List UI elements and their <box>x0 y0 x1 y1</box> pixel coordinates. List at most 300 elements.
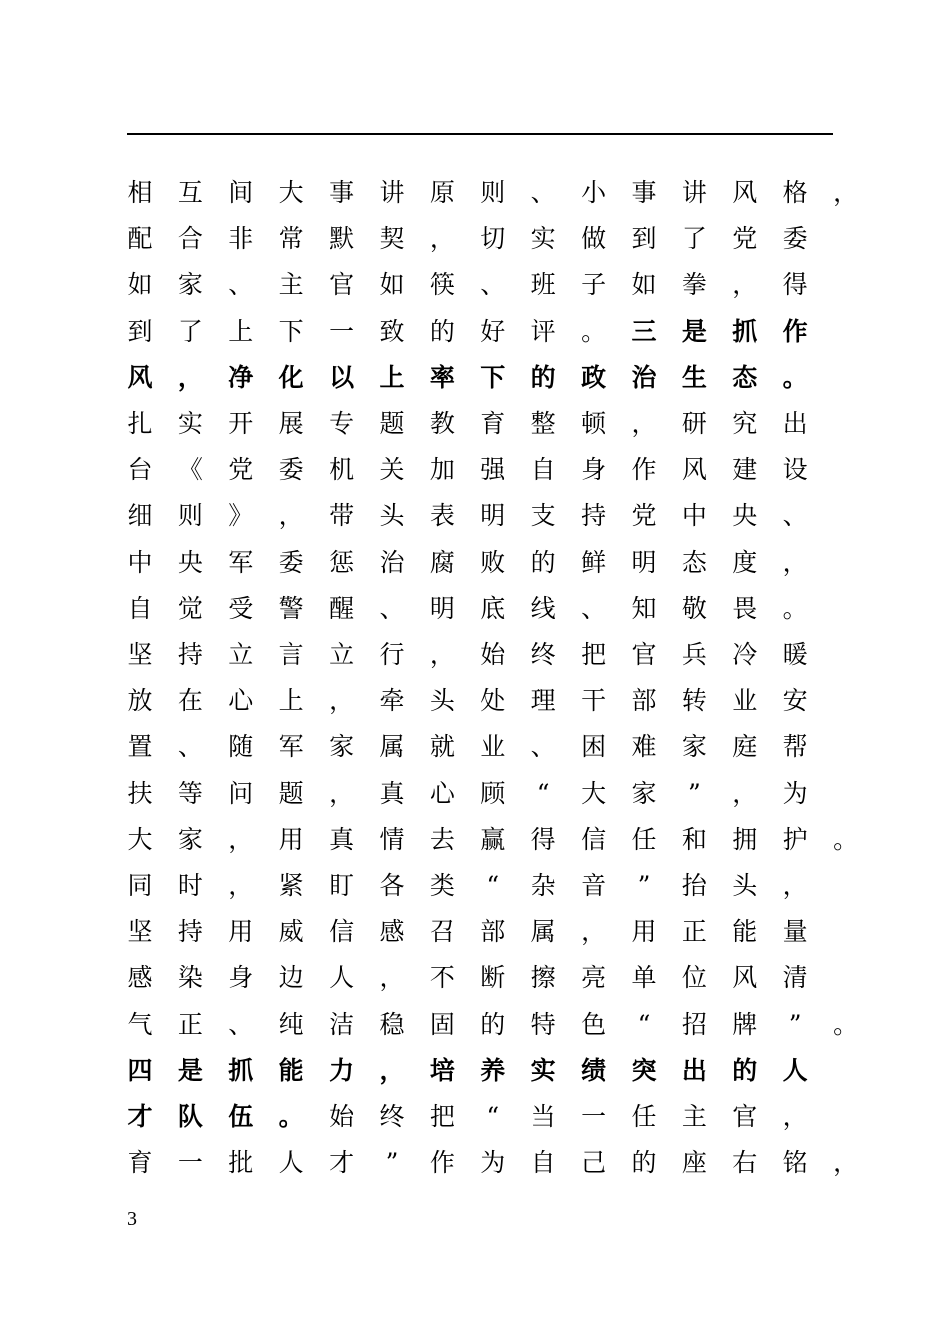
text-char: 兵 <box>681 640 707 669</box>
text-char: 去 <box>429 824 455 854</box>
text-char: 度 <box>732 547 758 577</box>
text-line <box>0 678 950 724</box>
text-char: 家 <box>177 824 203 854</box>
text-char: 自 <box>127 593 153 623</box>
text-char: 态 <box>681 547 707 577</box>
text-char: 安 <box>782 686 808 716</box>
text-char: 己 <box>581 1148 607 1178</box>
text-char: 中 <box>127 547 153 577</box>
text-char: 真 <box>379 778 405 808</box>
text-char: 腐 <box>429 547 455 577</box>
text-char: 稳 <box>379 1009 405 1039</box>
text-char: 能 <box>278 1055 304 1085</box>
text-char: 放 <box>127 686 153 716</box>
text-char: 生 <box>681 362 707 392</box>
text-char: ， <box>732 270 758 300</box>
text-char: 和 <box>681 824 707 854</box>
text-char: 的 <box>732 1055 758 1085</box>
text-char: 讲 <box>379 178 405 207</box>
text-char: 用 <box>228 917 254 947</box>
text-char: 大 <box>127 824 153 854</box>
text-char: 党 <box>631 501 657 531</box>
text-char: 同 <box>127 871 153 900</box>
text-line <box>0 309 950 355</box>
text-char: 清 <box>782 963 808 993</box>
text-char: 实 <box>530 1055 556 1085</box>
text-char: 就 <box>429 732 455 762</box>
text-char: 化 <box>278 362 304 392</box>
text-char: 常 <box>278 224 304 254</box>
text-char: 军 <box>228 547 254 577</box>
text-char: 作 <box>429 1148 455 1178</box>
text-char: 如 <box>127 270 153 300</box>
text-char: 单 <box>631 963 657 993</box>
text-char: ， <box>782 547 808 577</box>
text-char: 、 <box>530 178 556 207</box>
text-char: 牵 <box>379 686 405 716</box>
text-char: ， <box>732 778 758 808</box>
text-char: 当 <box>530 1102 556 1131</box>
text-char: 设 <box>782 455 808 485</box>
text-char: ， <box>177 362 203 392</box>
text-char: 抬 <box>681 871 707 900</box>
text-char: 牌 <box>732 1009 758 1039</box>
text-char: 警 <box>278 593 304 623</box>
text-char: 究 <box>732 409 758 438</box>
text-char: 央 <box>177 547 203 577</box>
text-char: 感 <box>379 917 405 947</box>
text-char: 机 <box>329 455 355 485</box>
text-char: 敬 <box>681 593 707 623</box>
text-char: 持 <box>581 501 607 531</box>
text-char: 一 <box>177 1148 203 1178</box>
text-char: 的 <box>429 316 455 346</box>
text-char: 线 <box>530 593 556 623</box>
text-char: 心 <box>228 686 254 716</box>
text-char: ， <box>782 871 808 900</box>
text-char: 。 <box>581 316 607 346</box>
text-char: 做 <box>581 224 607 254</box>
text-char: 筷 <box>429 270 455 300</box>
text-char: 持 <box>177 917 203 947</box>
text-char: 支 <box>530 501 556 531</box>
text-char: “ <box>486 1102 500 1131</box>
text-char: 四 <box>127 1055 153 1085</box>
text-char: 治 <box>631 362 657 392</box>
text-char: 题 <box>379 409 405 438</box>
page-number: 3 <box>127 1208 137 1230</box>
text-char: 始 <box>329 1102 355 1131</box>
text-char: 心 <box>429 778 455 808</box>
text-char: 军 <box>278 732 304 762</box>
text-char: 专 <box>329 409 355 438</box>
text-char: 实 <box>530 224 556 254</box>
text-char: 风 <box>681 455 707 485</box>
text-char: ” <box>385 1148 399 1178</box>
text-char: 把 <box>581 640 607 669</box>
text-char: 家 <box>177 270 203 300</box>
text-char: 央 <box>732 501 758 531</box>
text-char: 鲜 <box>581 547 607 577</box>
text-line <box>0 401 950 447</box>
text-line <box>0 1002 950 1048</box>
text-char: 扎 <box>127 409 153 438</box>
text-char: 关 <box>379 455 405 485</box>
text-char: 知 <box>631 593 657 623</box>
text-char: 洁 <box>329 1009 355 1039</box>
text-char: 得 <box>530 824 556 854</box>
text-char: 班 <box>530 270 556 300</box>
text-line <box>0 909 950 955</box>
text-char: 部 <box>480 917 506 947</box>
text-char: 强 <box>480 455 506 485</box>
text-char: 一 <box>581 1102 607 1131</box>
text-char: 醒 <box>329 593 355 623</box>
text-char: 随 <box>228 732 254 762</box>
text-char: 则 <box>480 178 506 207</box>
text-char: 右 <box>732 1148 758 1178</box>
text-char: 出 <box>681 1055 707 1085</box>
text-char: 行 <box>379 640 405 669</box>
text-char: 风 <box>732 178 758 207</box>
text-char: ， <box>631 409 657 438</box>
text-char: 立 <box>329 640 355 669</box>
text-char: “ <box>637 1009 651 1039</box>
text-char: ， <box>379 963 405 993</box>
text-char: 子 <box>581 270 607 300</box>
text-char: ， <box>228 871 254 900</box>
text-char: 官 <box>732 1102 758 1131</box>
text-char: 头 <box>429 686 455 716</box>
text-char: 败 <box>480 547 506 577</box>
text-char: 属 <box>530 917 556 947</box>
text-line <box>0 1048 950 1094</box>
text-char: 了 <box>681 224 707 254</box>
text-char: 致 <box>379 316 405 346</box>
text-char: 是 <box>681 316 707 346</box>
text-line <box>0 863 950 909</box>
text-char: 觉 <box>177 593 203 623</box>
text-char: ， <box>278 501 304 531</box>
text-char: 身 <box>228 963 254 993</box>
text-char: 立 <box>228 640 254 669</box>
text-char: ， <box>581 917 607 947</box>
text-char: 困 <box>581 732 607 762</box>
text-char: ” <box>788 1009 802 1039</box>
text-char: 的 <box>530 362 556 392</box>
text-char: ， <box>329 686 355 716</box>
text-char: 干 <box>581 686 607 716</box>
text-line <box>0 355 950 401</box>
text-char: 、 <box>782 501 808 531</box>
text-char: 断 <box>480 963 506 993</box>
text-char: 。 <box>782 362 808 392</box>
text-char: 家 <box>631 778 657 808</box>
text-char: 转 <box>681 686 707 716</box>
text-char: 理 <box>530 686 556 716</box>
text-char: 格 <box>782 178 808 207</box>
text-char: 用 <box>278 824 304 854</box>
text-char: “ <box>536 778 550 808</box>
text-char: 得 <box>782 270 808 300</box>
text-char: 的 <box>631 1148 657 1178</box>
text-char: 的 <box>530 547 556 577</box>
text-char: 力 <box>329 1055 355 1085</box>
text-char: 《 <box>177 455 203 485</box>
text-char: 气 <box>127 1009 153 1039</box>
text-line <box>0 216 950 262</box>
text-char: 身 <box>581 455 607 485</box>
text-line <box>0 1140 950 1186</box>
text-char: 三 <box>631 316 657 346</box>
text-char: 任 <box>631 824 657 854</box>
text-char: 铭 <box>782 1148 808 1178</box>
text-char: 风 <box>732 963 758 993</box>
text-line <box>0 170 950 216</box>
text-line <box>0 447 950 493</box>
text-char: 开 <box>228 409 254 438</box>
text-char: 合 <box>177 224 203 254</box>
text-char: 各 <box>379 871 405 900</box>
text-char: 盯 <box>329 871 355 900</box>
text-char: 量 <box>782 917 808 947</box>
text-char: 冷 <box>732 640 758 669</box>
text-char: 。 <box>278 1102 304 1131</box>
text-char: 才 <box>329 1148 355 1178</box>
text-char: 如 <box>631 270 657 300</box>
text-char: 边 <box>278 963 304 993</box>
text-char: 、 <box>480 270 506 300</box>
text-char: 党 <box>228 455 254 485</box>
text-char: 家 <box>329 732 355 762</box>
text-char: 威 <box>278 917 304 947</box>
text-char: 率 <box>429 362 455 392</box>
text-char: 了 <box>177 316 203 346</box>
text-char: 绩 <box>581 1055 607 1085</box>
text-char: 互 <box>177 178 203 207</box>
text-char: 中 <box>681 501 707 531</box>
text-char: 用 <box>631 917 657 947</box>
text-char: 人 <box>329 963 355 993</box>
text-char: 为 <box>782 778 808 808</box>
text-char: 的 <box>480 1009 506 1039</box>
text-char: 坚 <box>127 917 153 947</box>
text-char: 官 <box>329 270 355 300</box>
text-char: 间 <box>228 178 254 207</box>
text-char: 亮 <box>581 963 607 993</box>
text-char: 治 <box>379 547 405 577</box>
text-char: 大 <box>278 178 304 207</box>
text-char: 终 <box>379 1102 405 1131</box>
text-char: 委 <box>278 455 304 485</box>
text-char: 、 <box>379 593 405 623</box>
text-char: 赢 <box>480 824 506 854</box>
text-char: 。 <box>833 1009 859 1039</box>
text-char: 配 <box>127 224 153 254</box>
text-char: 招 <box>681 1009 707 1039</box>
text-char: 上 <box>228 316 254 346</box>
text-char: 人 <box>782 1055 808 1085</box>
text-char: 切 <box>480 224 506 254</box>
text-char: 伍 <box>228 1102 254 1131</box>
text-char: 细 <box>127 501 153 531</box>
text-char: 教 <box>429 409 455 438</box>
text-char: 纯 <box>278 1009 304 1039</box>
text-char: “ <box>486 871 500 900</box>
text-char: 畏 <box>732 593 758 623</box>
text-char: 底 <box>480 593 506 623</box>
text-char: 上 <box>278 686 304 716</box>
text-char: 正 <box>681 917 707 947</box>
text-char: 业 <box>480 732 506 762</box>
text-char: 才 <box>127 1102 153 1131</box>
text-char: 研 <box>681 409 707 438</box>
text-char: 庭 <box>732 732 758 762</box>
text-char: 音 <box>581 871 607 900</box>
text-char: 态 <box>732 362 758 392</box>
text-char: 加 <box>429 455 455 485</box>
text-char: 委 <box>782 224 808 254</box>
text-char: 类 <box>429 871 455 900</box>
text-char: 一 <box>329 316 355 346</box>
text-char: 、 <box>228 270 254 300</box>
text-char: 。 <box>782 593 808 623</box>
text-char: 下 <box>278 316 304 346</box>
text-char: 主 <box>278 270 304 300</box>
text-char: 召 <box>429 917 455 947</box>
text-char: 受 <box>228 593 254 623</box>
text-char: 人 <box>278 1148 304 1178</box>
text-char: 净 <box>228 362 254 392</box>
text-char: 为 <box>480 1148 506 1178</box>
text-char: 护 <box>782 824 808 854</box>
text-char: 默 <box>329 224 355 254</box>
text-char: 终 <box>530 640 556 669</box>
text-char: 顿 <box>581 409 607 438</box>
text-char: 位 <box>681 963 707 993</box>
text-char: 拳 <box>681 270 707 300</box>
text-char: 表 <box>429 501 455 531</box>
text-char: 坚 <box>127 640 153 669</box>
text-char: 部 <box>631 686 657 716</box>
text-char: 固 <box>429 1009 455 1039</box>
text-char: 拥 <box>732 824 758 854</box>
text-char: 在 <box>177 686 203 716</box>
text-char: 讲 <box>681 178 707 207</box>
text-char: 、 <box>530 732 556 762</box>
text-char: 下 <box>480 362 506 392</box>
text-char: 育 <box>480 409 506 438</box>
text-char: 原 <box>429 178 455 207</box>
text-char: 难 <box>631 732 657 762</box>
text-char: 特 <box>530 1009 556 1039</box>
text-char: 作 <box>631 455 657 485</box>
text-char: 正 <box>177 1009 203 1039</box>
text-char: 台 <box>127 455 153 485</box>
text-char: ， <box>782 1102 808 1131</box>
text-char: 。 <box>833 824 859 854</box>
text-char: 等 <box>177 778 203 808</box>
text-char: 色 <box>581 1009 607 1039</box>
text-char: 抓 <box>228 1055 254 1085</box>
text-line <box>0 540 950 586</box>
text-line <box>0 262 950 308</box>
text-char: 顾 <box>480 778 506 808</box>
text-char: 明 <box>480 501 506 531</box>
text-char: 明 <box>631 547 657 577</box>
text-char: 紧 <box>278 871 304 900</box>
text-char: 如 <box>379 270 405 300</box>
text-char: 养 <box>480 1055 506 1085</box>
text-char: 是 <box>177 1055 203 1085</box>
text-char: 擦 <box>530 963 556 993</box>
text-char: 政 <box>581 362 607 392</box>
text-char: 队 <box>177 1102 203 1131</box>
text-char: 真 <box>329 824 355 854</box>
text-char: 持 <box>177 640 203 669</box>
text-char: 建 <box>732 455 758 485</box>
text-char: 相 <box>127 178 153 207</box>
text-char: 则 <box>177 501 203 531</box>
text-char: 出 <box>782 409 808 438</box>
text-char: 帮 <box>782 732 808 762</box>
text-char: 、 <box>581 593 607 623</box>
text-char: 感 <box>127 963 153 993</box>
text-char: 官 <box>631 640 657 669</box>
text-char: 扶 <box>127 778 153 808</box>
text-char: 处 <box>480 686 506 716</box>
text-char: 培 <box>429 1055 455 1085</box>
text-char: ， <box>379 1055 405 1085</box>
text-char: 批 <box>228 1148 254 1178</box>
text-char: 到 <box>631 224 657 254</box>
text-char: 家 <box>681 732 707 762</box>
text-char: 座 <box>681 1148 707 1178</box>
text-char: 大 <box>581 778 607 808</box>
text-char: ， <box>833 178 859 207</box>
text-char: 任 <box>631 1102 657 1131</box>
text-char: 带 <box>329 501 355 531</box>
text-char: 始 <box>480 640 506 669</box>
text-char: 展 <box>278 409 304 438</box>
text-char: 、 <box>228 1009 254 1039</box>
text-char: 属 <box>379 732 405 762</box>
text-char: 事 <box>631 178 657 207</box>
text-char: 明 <box>429 593 455 623</box>
text-char: 评 <box>530 316 556 346</box>
text-char: 业 <box>732 686 758 716</box>
text-char: 时 <box>177 871 203 900</box>
text-char: ， <box>429 640 455 669</box>
text-char: 、 <box>177 732 203 762</box>
text-char: 抓 <box>732 316 758 346</box>
text-char: 言 <box>278 640 304 669</box>
text-line <box>0 586 950 632</box>
text-char: 到 <box>127 316 153 346</box>
text-line <box>0 632 950 678</box>
text-char: 信 <box>329 917 355 947</box>
text-char: 突 <box>631 1055 657 1085</box>
text-char: 党 <box>732 224 758 254</box>
text-char: 信 <box>581 824 607 854</box>
text-char: 小 <box>581 178 607 207</box>
text-char: 委 <box>278 547 304 577</box>
text-line <box>0 493 950 539</box>
text-char: 好 <box>480 316 506 346</box>
text-char: 自 <box>530 455 556 485</box>
text-char: 上 <box>379 362 405 392</box>
text-line <box>0 817 950 863</box>
